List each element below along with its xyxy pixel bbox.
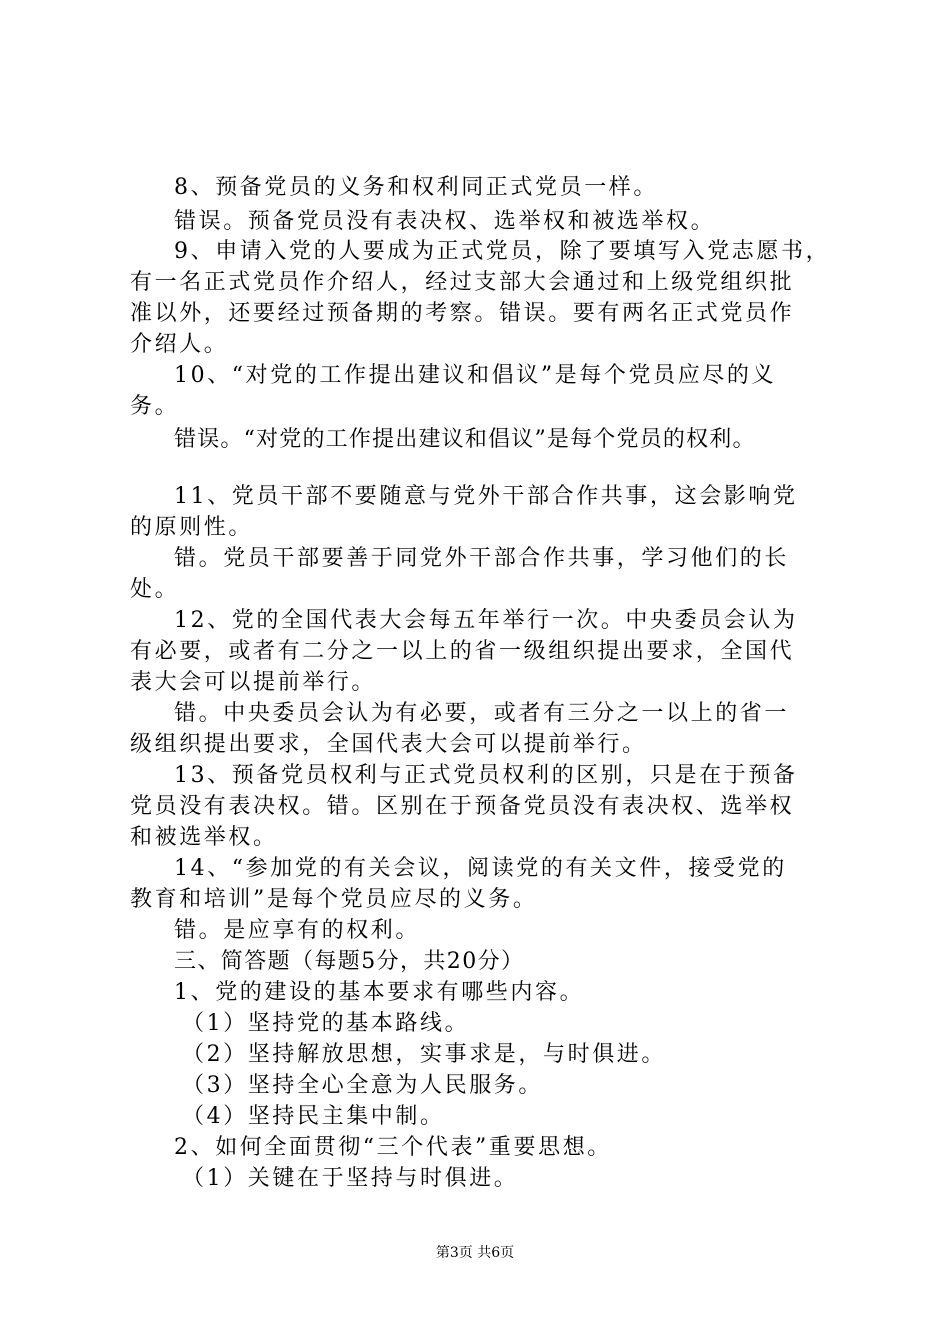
text-line: 有一名正式党员作介绍人，经过支部大会通过和上级党组织批 [130, 270, 795, 295]
text-line: 13、预备党员权利与正式党员权利的区别，只是在于预备 [174, 763, 798, 788]
text-line: 9、申请入党的人要成为正式党员，除了要填写入党志愿书， [174, 239, 831, 264]
text-line: 8、预备党员的义务和权利同正式党员一样。 [174, 175, 658, 200]
list-item: （2）坚持解放思想，实事求是，与时俱进。 [182, 1042, 666, 1067]
question-heading: 1、党的建设的基本要求有哪些内容。 [174, 980, 585, 1005]
text-line: 错。党员干部要善于同党外干部合作共事，学习他们的长 [174, 546, 790, 571]
text-line: 党员没有表决权。错。区别在于预备党员没有表决权、选举权 [130, 794, 795, 819]
text-line: 错。是应享有的权利。 [174, 918, 421, 943]
text-line: 10、“对党的工作提出建议和倡议”是每个党员应尽的义 [174, 363, 777, 388]
text-line: 介绍人。 [130, 332, 229, 357]
text-line: 的原则性。 [130, 515, 254, 540]
text-line: 级组织提出要求，全国代表大会可以提前举行。 [130, 732, 647, 757]
text-line: 错误。“对党的工作提出建议和倡议”是每个党员的权利。 [174, 427, 756, 452]
text-line: 有必要，或者有二分之一以上的省一级组织提出要求，全国代 [130, 639, 795, 664]
text-line: 教育和培训”是每个党员应尽的义务。 [130, 887, 538, 912]
page-number-footer: 第3页 共6页 [435, 1245, 515, 1261]
text-line: 和被选举权。 [130, 825, 278, 850]
text-line: 处。 [130, 577, 180, 602]
text-line: 准以外，还要经过预备期的考察。错误。要有两名正式党员作 [130, 301, 795, 326]
text-line: 表大会可以提前举行。 [130, 670, 377, 695]
text-line: 错误。预备党员没有表决权、选举权和被选举权。 [174, 209, 716, 234]
text-line: 错。中央委员会认为有必要，或者有三分之一以上的省一 [174, 701, 790, 726]
text-line: 务。 [130, 394, 180, 419]
text-line: 14、“参加党的有关会议，阅读党的有关文件，接受党的 [174, 856, 787, 881]
section-heading: 三、简答题（每题5分，共20分） [174, 949, 525, 974]
question-heading: 2、如何全面贯彻“三个代表”重要思想。 [174, 1135, 612, 1160]
text-line: 12、党的全国代表大会每五年举行一次。中央委员会认为 [174, 608, 798, 633]
text-line: 11、党员干部不要随意与党外干部合作共事，这会影响党 [174, 484, 798, 509]
list-item: （1）坚持党的基本路线。 [182, 1011, 470, 1036]
list-item: （3）坚持全心全意为人民服务。 [182, 1073, 543, 1098]
list-item: （1）关键在于坚持与时俱进。 [182, 1166, 519, 1191]
list-item: （4）坚持民主集中制。 [182, 1104, 445, 1129]
